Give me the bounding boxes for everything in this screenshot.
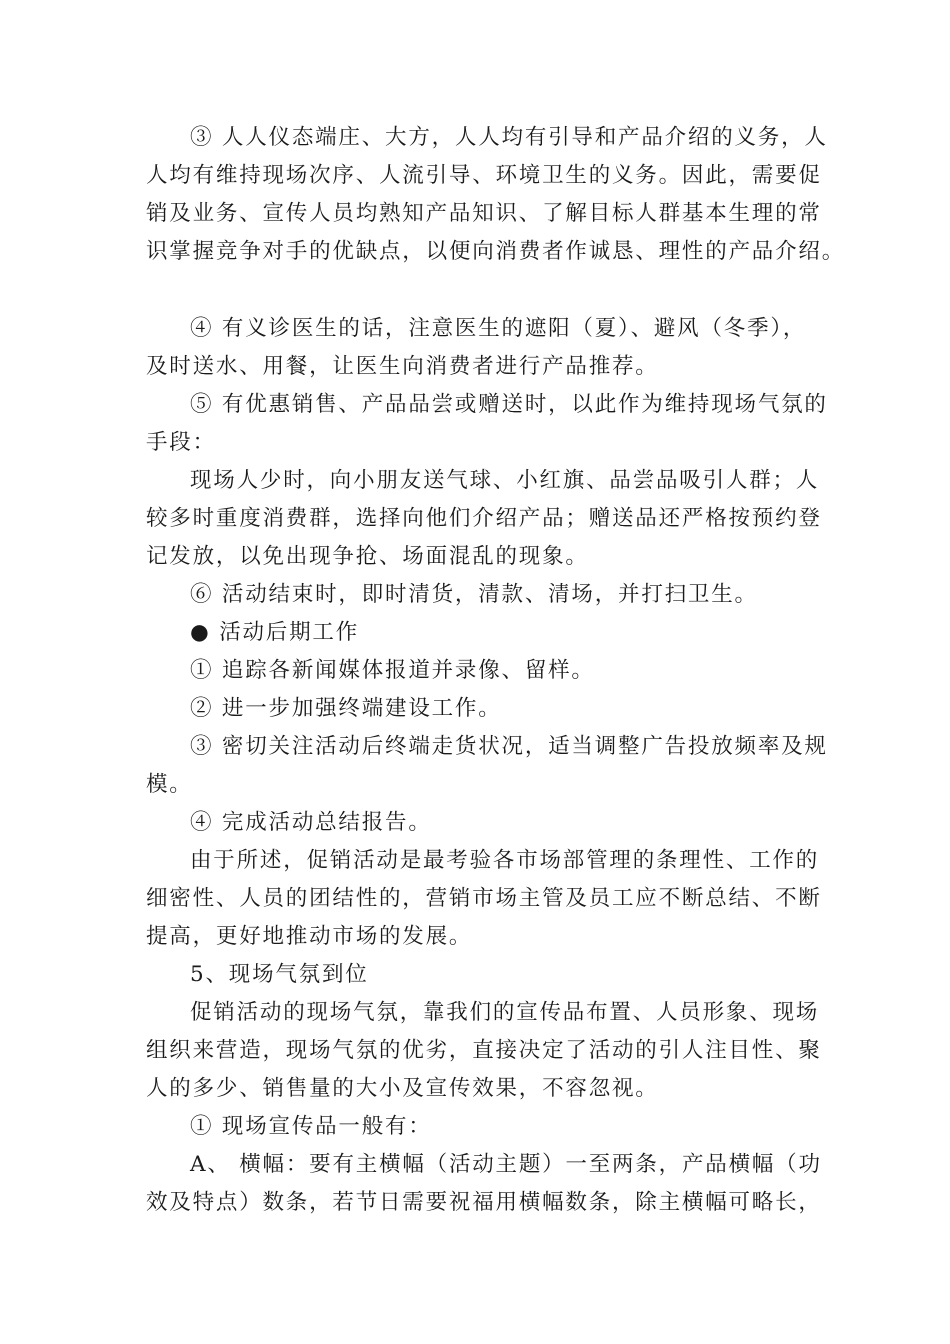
text-line: 提高，更好地推动市场的发展。 xyxy=(146,924,473,949)
text-line: 及时送水、用餐，让医生向消费者进行产品推荐。 xyxy=(146,354,659,379)
text-line: ⑤ 有优惠销售、产品品尝或赠送时，以此作为维持现场气氛的 xyxy=(190,392,828,417)
text-line: A、 横幅：要有主横幅（活动主题）一至两条，产品横幅（功 xyxy=(190,1152,822,1177)
text-line: 细密性、人员的团结性的，营销市场主管及员工应不断总结、不断 xyxy=(146,886,822,911)
text-line: ④ 有义诊医生的话，注意医生的遮阳（夏）、避风（冬季）， xyxy=(190,316,807,341)
text-line: 模。 xyxy=(146,772,193,797)
text-line: 由于所述，促销活动是最考验各市场部管理的条理性、工作的 xyxy=(190,848,820,873)
text-line: 促销活动的现场气氛，靠我们的宣传品布置、人员形象、现场 xyxy=(190,1000,820,1025)
text-line: 人的多少、销售量的大小及宣传效果，不容忽视。 xyxy=(146,1076,659,1101)
text-line: ③ 人人仪态端庄、大方，人人均有引导和产品介绍的义务，人 xyxy=(190,125,828,150)
text-line: ① 追踪各新闻媒体报道并录像、留样。 xyxy=(190,658,595,683)
text-line: 效及特点）数条，若节日需要祝福用横幅数条，除主横幅可略长， xyxy=(146,1190,822,1215)
text-line: 销及业务、宣传人员均熟知产品知识、了解目标人群基本生理的常 xyxy=(146,201,822,226)
section-heading: 5、现场气氛到位 xyxy=(190,962,369,987)
text-line: ③ 密切关注活动后终端走货状况，适当调整广告投放频率及规 xyxy=(190,734,828,759)
text-line: ② 进一步加强终端建设工作。 xyxy=(190,696,502,721)
text-line: ④ 完成活动总结报告。 xyxy=(190,810,432,835)
text-line: 人均有维持现场次序、人流引导、环境卫生的义务。因此，需要促 xyxy=(146,163,822,188)
text-line: ① 现场宣传品一般有： xyxy=(190,1114,432,1139)
text-line: 手段： xyxy=(146,430,216,455)
text-line: 现场人少时，向小朋友送气球、小红旗、品尝品吸引人群；人 xyxy=(190,468,820,493)
text-line: 识掌握竞争对手的优缺点，以便向消费者作诚恳、理性的产品介绍。 xyxy=(146,239,846,264)
text-line: 较多时重度消费群，选择向他们介绍产品；赠送品还严格按预约登 xyxy=(146,506,822,531)
text-line: 组织来营造，现场气氛的优劣，直接决定了活动的引人注目性、聚 xyxy=(146,1038,822,1063)
text-line: ⑥ 活动结束时，即时清货，清款、清场，并打扫卫生。 xyxy=(190,582,758,607)
text-line: 记发放，以免出现争抢、场面混乱的现象。 xyxy=(146,544,589,569)
section-heading: ● 活动后期工作 xyxy=(190,620,359,645)
